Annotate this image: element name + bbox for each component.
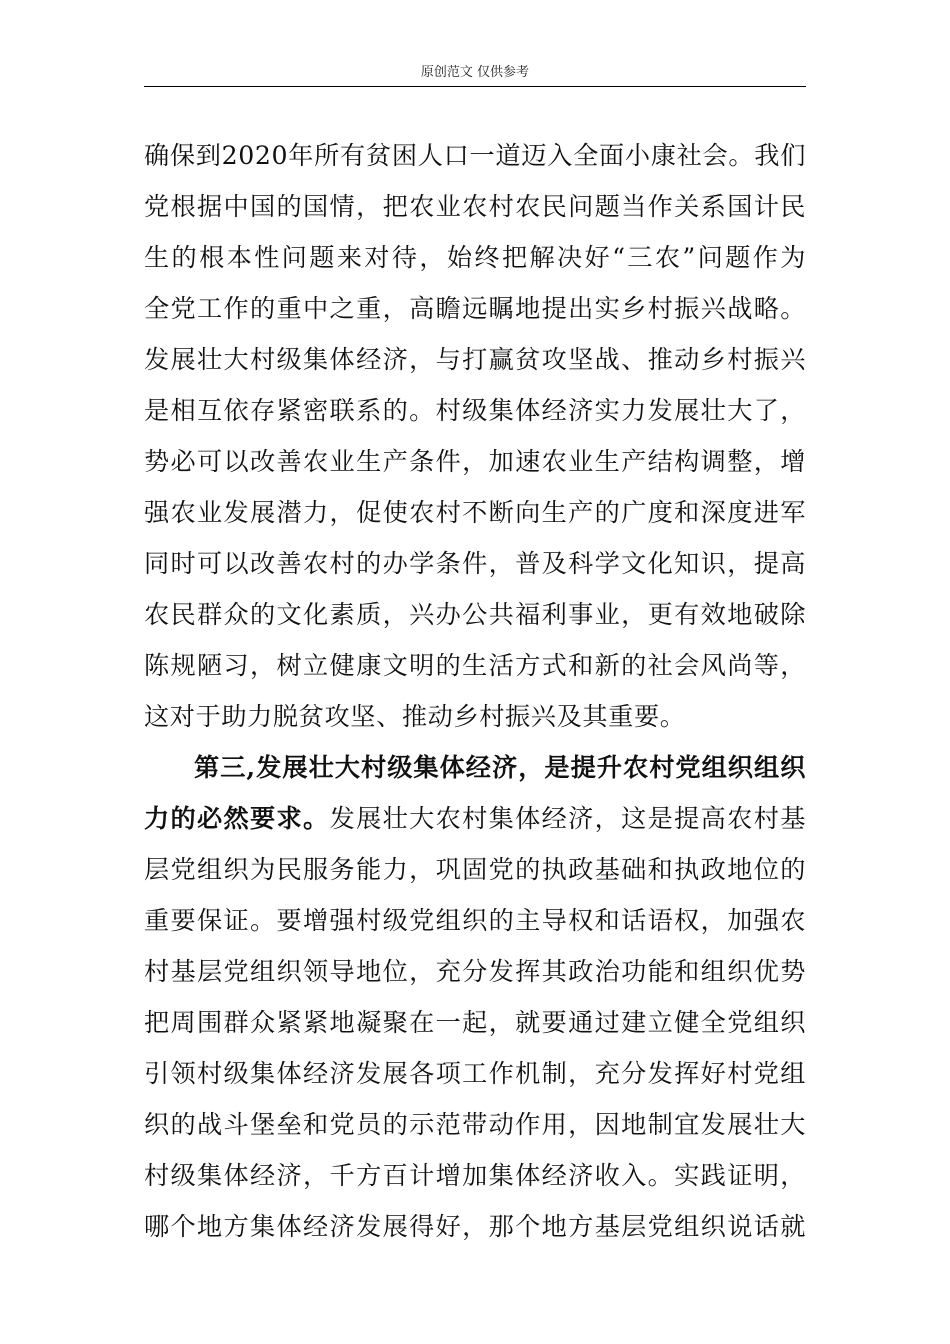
paragraph-line: 农民群众的文化素质，兴办公共福利事业，更有效地破除: [144, 600, 806, 629]
body-text: [144, 130, 806, 1252]
paragraph-line: 哪个地方集体经济发展得好，那个地方基层党组织说话就: [144, 1212, 806, 1241]
paragraph-line: 陈规陋习，树立健康文明的生活方式和新的社会风尚等，: [144, 651, 806, 680]
section-heading-end: 力的必然要求。: [144, 803, 330, 833]
paragraph-line: 势必可以改善农业生产条件，加速农业生产结构调整，增: [144, 447, 806, 476]
section-heading-line: 第三,发展壮大村级集体经济，是提升农村党组织组织: [194, 752, 806, 782]
paragraph-line: 党根据中国的国情，把农业农村农民问题当作关系国计民: [144, 192, 806, 221]
paragraph-line: 村基层党组织领导地位，充分发挥其政治功能和组织优势: [144, 957, 806, 986]
paragraph-line: 这对于助力脱贫攻坚、推动乡村振兴及其重要。: [144, 702, 686, 731]
paragraph-line: 把周围群众紧紧地凝聚在一起，就要通过建立健全党组织: [144, 1008, 806, 1037]
paragraph-line: [144, 793, 806, 844]
paragraph-line: 织的战斗堡垒和党员的示范带动作用，因地制宜发展壮大: [144, 1110, 806, 1139]
paragraph-line: 引领村级集体经济发展各项工作机制，充分发挥好村党组: [144, 1059, 806, 1088]
paragraph-line: 同时可以改善农村的办学条件，普及科学文化知识，提高: [144, 549, 806, 578]
header-divider: [144, 86, 806, 87]
paragraph-line: 强农业发展潜力，促使农村不断向生产的广度和深度进军: [144, 498, 806, 527]
paragraph-line: 层党组织为民服务能力，巩固党的执政基础和执政地位的: [144, 855, 806, 884]
paragraph-line-text: 发展壮大农村集体经济，这是提高农村基: [329, 804, 806, 833]
paragraph-line: 村级集体经济，千方百计增加集体经济收入。实践证明，: [144, 1161, 806, 1190]
paragraph-line: 生的根本性问题来对待，始终把解决好“三农”问题作为: [144, 243, 806, 272]
paragraph-line: 发展壮大村级集体经济，与打赢贫攻坚战、推动乡村振兴: [144, 345, 806, 374]
page-header: 原创范文 仅供参考: [420, 65, 530, 80]
paragraph-line: 全党工作的重中之重，高瞻远瞩地提出实乡村振兴战略。: [144, 294, 806, 323]
paragraph-line: 是相互依存紧密联系的。村级集体经济实力发展壮大了，: [144, 396, 806, 425]
paragraph-line: 重要保证。要增强村级党组织的主导权和话语权，加强农: [144, 906, 806, 935]
paragraph-line: 确保到2020年所有贫困人口一道迈入全面小康社会。我们: [144, 141, 806, 170]
